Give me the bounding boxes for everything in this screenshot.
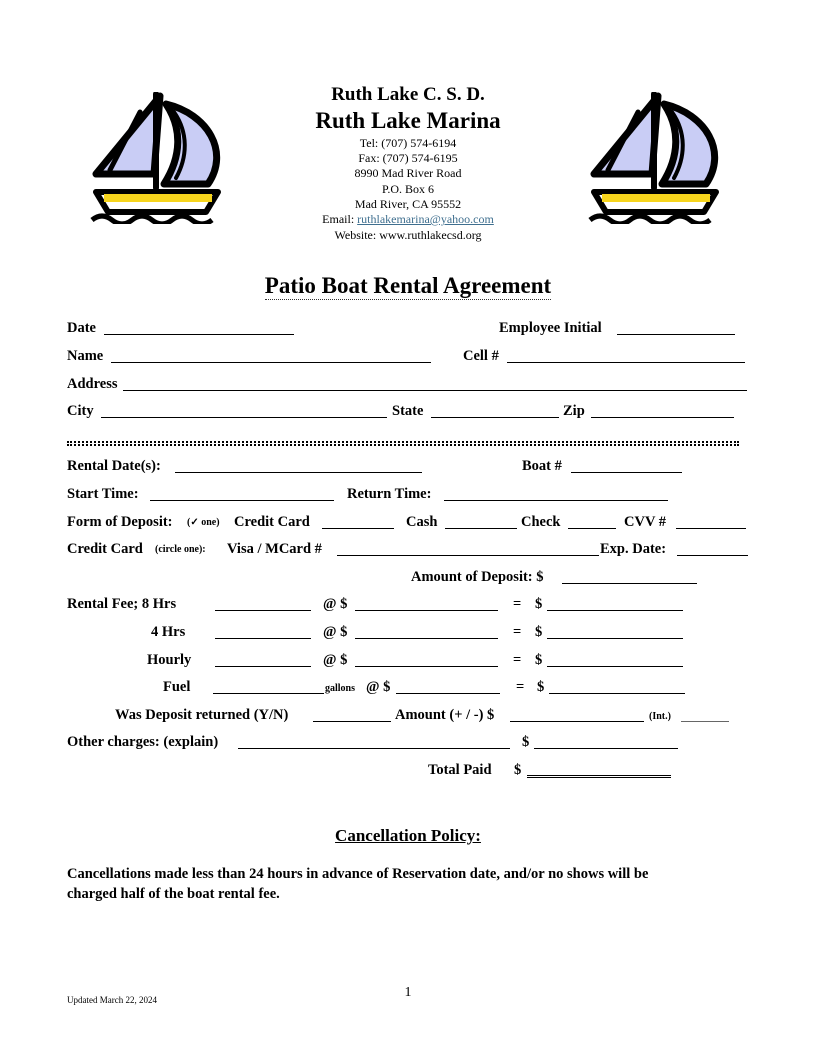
start-time-label: Start Time: bbox=[67, 486, 139, 502]
dollar-total: $ bbox=[514, 762, 522, 778]
marina-name: Ruth Lake Marina bbox=[315, 108, 501, 133]
return-time-label: Return Time: bbox=[347, 486, 432, 502]
amount-pm-field[interactable] bbox=[510, 721, 644, 722]
dollar-fuel: $ bbox=[537, 679, 545, 695]
name-field[interactable] bbox=[111, 362, 431, 363]
return-time-field[interactable] bbox=[444, 500, 668, 501]
fuel-gallons-field[interactable] bbox=[213, 693, 324, 694]
at-dollar-fuel: @ $ bbox=[366, 679, 391, 695]
cancellation-heading: Cancellation Policy: bbox=[335, 826, 481, 845]
total-paid-field[interactable] bbox=[527, 775, 671, 778]
qty-4hrs-field[interactable] bbox=[215, 638, 311, 639]
card-number-field[interactable] bbox=[337, 555, 599, 556]
int-label: (Int.) bbox=[649, 711, 671, 722]
at-dollar-8hrs: @ $ bbox=[323, 596, 348, 612]
rental-fee-4hrs-label: 4 Hrs bbox=[151, 624, 186, 640]
amount-of-deposit-field[interactable] bbox=[562, 583, 697, 584]
amount-of-deposit-label: Amount of Deposit: $ bbox=[411, 569, 544, 585]
po-box-line: P.O. Box 6 bbox=[381, 182, 434, 196]
dollar-4hrs: $ bbox=[535, 624, 543, 640]
rental-fee-8hrs-label: Rental Fee; 8 Hrs bbox=[67, 596, 177, 612]
rental-fee-hourly-label: Hourly bbox=[147, 652, 192, 668]
qty-hourly-field[interactable] bbox=[215, 666, 311, 667]
dollar-8hrs: $ bbox=[535, 596, 543, 612]
qty-8hrs-field[interactable] bbox=[215, 610, 311, 611]
total-hourly-field[interactable] bbox=[547, 666, 683, 667]
equals-8hrs: = bbox=[513, 596, 522, 612]
city-label: City bbox=[67, 403, 94, 419]
address-field[interactable] bbox=[123, 390, 747, 391]
fuel-label: Fuel bbox=[163, 679, 191, 695]
org-name: Ruth Lake C. S. D. bbox=[331, 84, 485, 105]
cvv-label: CVV # bbox=[624, 514, 667, 530]
name-label: Name bbox=[67, 348, 104, 364]
email-line bbox=[0, 211, 816, 227]
city-line: Mad River, CA 95552 bbox=[354, 197, 462, 211]
cash-option-field[interactable] bbox=[445, 528, 517, 529]
equals-4hrs: = bbox=[513, 624, 522, 640]
employee-initial-field[interactable] bbox=[617, 334, 735, 335]
boat-label: Boat # bbox=[522, 458, 562, 474]
other-charges-amount-field[interactable] bbox=[534, 748, 678, 749]
start-time-field[interactable] bbox=[150, 500, 334, 501]
rental-dates-label: Rental Date(s): bbox=[67, 458, 161, 474]
cancellation-text-line2: charged half of the boat rental fee. bbox=[67, 886, 280, 902]
rate-fuel-field[interactable] bbox=[396, 693, 500, 694]
equals-hourly: = bbox=[513, 652, 522, 668]
cell-field[interactable] bbox=[507, 362, 745, 363]
website-line: Website: www.ruthlakecsd.org bbox=[334, 228, 482, 242]
rate-hourly-field[interactable] bbox=[355, 666, 498, 667]
total-4hrs-field[interactable] bbox=[547, 638, 683, 639]
credit-card-label: Credit Card bbox=[67, 541, 143, 557]
credit-card-option-field[interactable] bbox=[322, 528, 394, 529]
cell-label: Cell # bbox=[463, 348, 499, 364]
equals-fuel: = bbox=[516, 679, 525, 695]
total-paid-label: Total Paid bbox=[428, 762, 492, 778]
check-option-label: Check bbox=[521, 514, 561, 530]
page-number: 1 bbox=[404, 985, 412, 1000]
boat-field[interactable] bbox=[571, 472, 682, 473]
dollar-hourly: $ bbox=[535, 652, 543, 668]
page-title: Patio Boat Rental Agreement bbox=[264, 273, 552, 298]
cancellation-text-line1: Cancellations made less than 24 hours in advance of Reservation date, and/or no shows will be bbox=[67, 866, 649, 882]
email-label: Email: bbox=[322, 212, 355, 226]
cash-option-label: Cash bbox=[406, 514, 438, 530]
cvv-field[interactable] bbox=[676, 528, 746, 529]
visa-mcard-label: Visa / MCard # bbox=[227, 541, 322, 557]
exp-date-field[interactable] bbox=[677, 555, 748, 556]
gallons-unit: gallons bbox=[325, 683, 356, 694]
address-label: Address bbox=[67, 376, 118, 392]
form-of-deposit-label: Form of Deposit: bbox=[67, 514, 173, 530]
updated-date: Updated March 22, 2024 bbox=[67, 995, 157, 1005]
deposit-returned-label: Was Deposit returned (Y/N) bbox=[115, 707, 289, 723]
at-dollar-hourly: @ $ bbox=[323, 652, 348, 668]
date-label: Date bbox=[67, 320, 96, 336]
int-field[interactable] bbox=[681, 721, 729, 722]
state-field[interactable] bbox=[431, 417, 559, 418]
tel-line: Tel: (707) 574-6194 bbox=[359, 136, 457, 150]
rate-8hrs-field[interactable] bbox=[355, 610, 498, 611]
credit-card-option-label: Credit Card bbox=[234, 514, 310, 530]
zip-label: Zip bbox=[563, 403, 585, 419]
dotted-separator-2 bbox=[67, 444, 739, 446]
employee-initial-label: Employee Initial bbox=[499, 320, 602, 336]
state-label: State bbox=[392, 403, 424, 419]
rate-4hrs-field[interactable] bbox=[355, 638, 498, 639]
check-one-note: (✓ one) bbox=[187, 517, 220, 528]
dollar-other: $ bbox=[522, 734, 530, 750]
zip-field[interactable] bbox=[591, 417, 734, 418]
amount-pm-label: Amount (+ / -) $ bbox=[395, 707, 495, 723]
at-dollar-4hrs: @ $ bbox=[323, 624, 348, 640]
total-fuel-field[interactable] bbox=[549, 693, 685, 694]
road-line: 8990 Mad River Road bbox=[354, 166, 462, 180]
circle-one-note: (circle one): bbox=[155, 544, 206, 555]
fax-line: Fax: (707) 574-6195 bbox=[358, 151, 458, 165]
dotted-separator bbox=[67, 441, 739, 443]
deposit-returned-field[interactable] bbox=[313, 721, 391, 722]
total-8hrs-field[interactable] bbox=[547, 610, 683, 611]
check-option-field[interactable] bbox=[568, 528, 616, 529]
date-field[interactable] bbox=[104, 334, 294, 335]
other-charges-explain-field[interactable] bbox=[238, 748, 510, 749]
exp-date-label: Exp. Date: bbox=[600, 541, 667, 557]
city-field[interactable] bbox=[101, 417, 387, 418]
rental-dates-field[interactable] bbox=[175, 472, 422, 473]
email-link[interactable]: ruthlakemarina@yahoo.com bbox=[357, 212, 494, 226]
other-charges-label: Other charges: (explain) bbox=[67, 734, 219, 750]
